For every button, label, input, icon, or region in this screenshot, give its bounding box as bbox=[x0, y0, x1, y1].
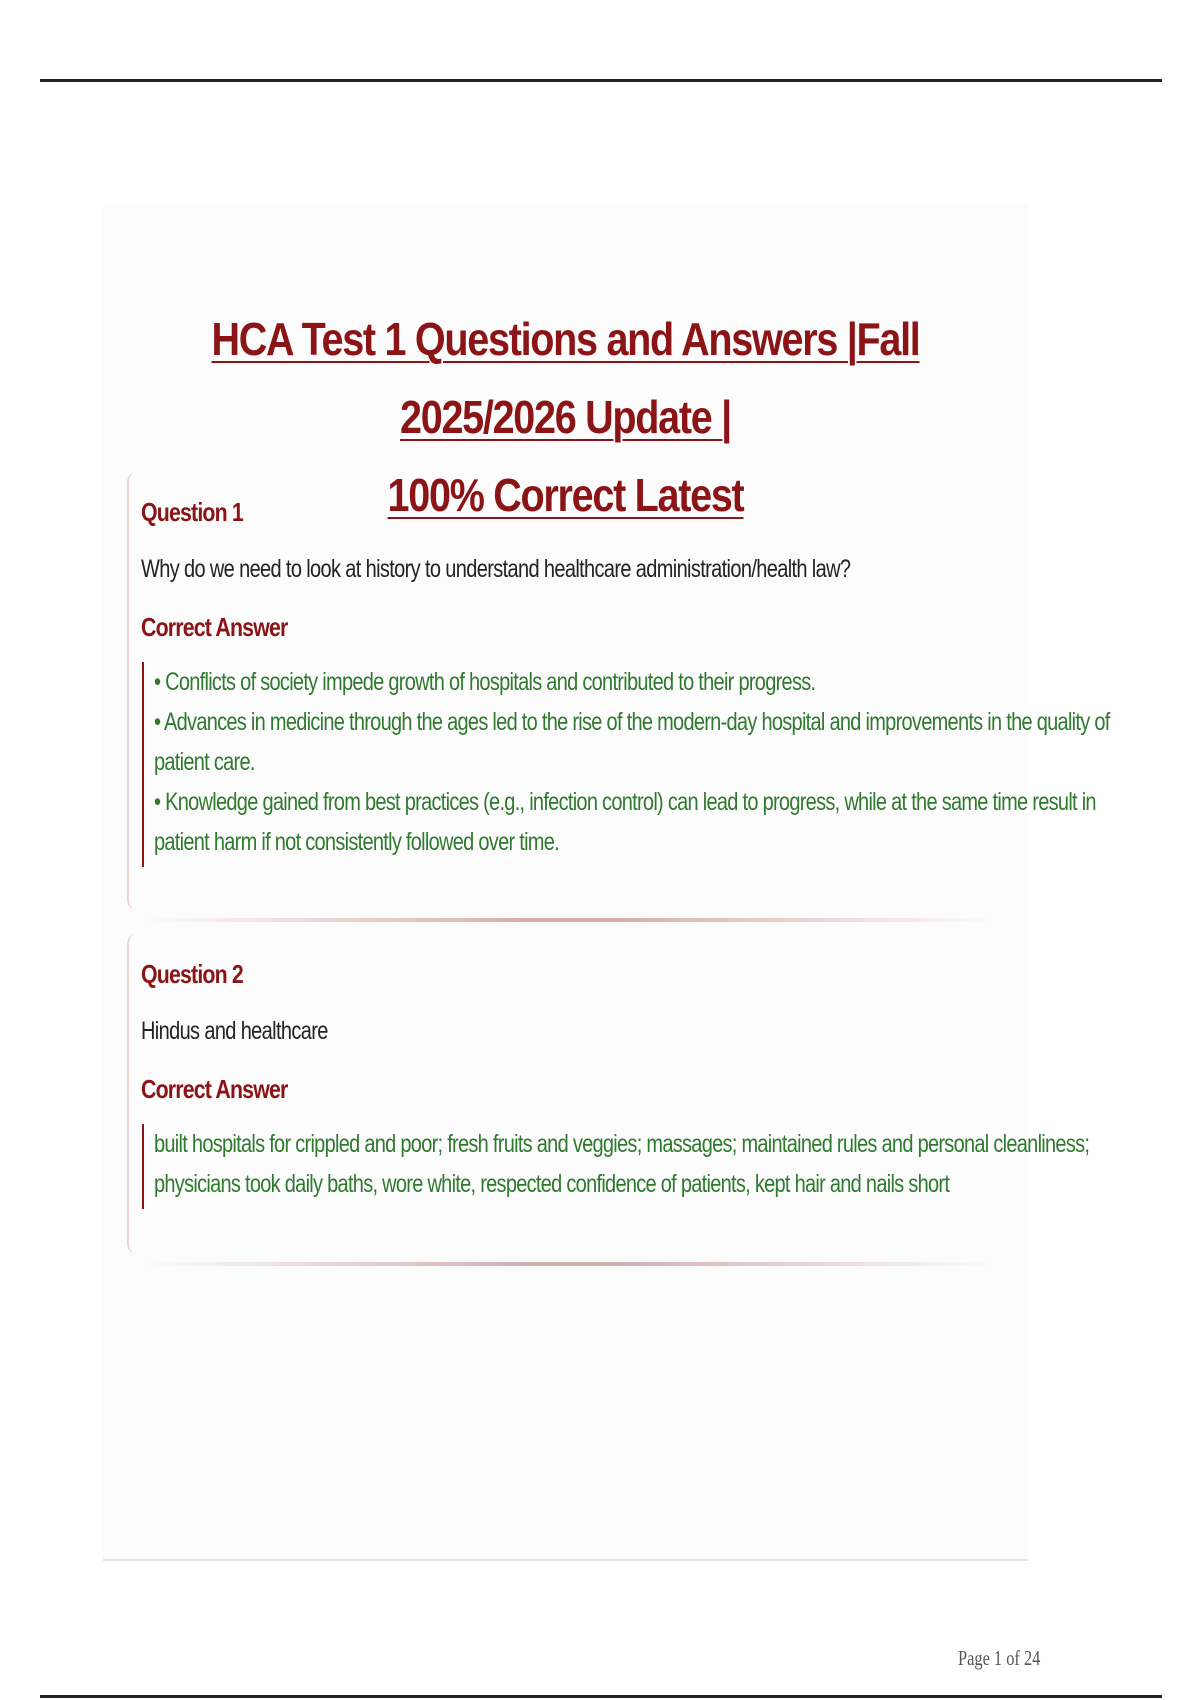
title-line-2: 100% Correct Latest bbox=[387, 469, 744, 521]
question-label: Question 2 bbox=[141, 959, 243, 989]
answer-block bbox=[142, 662, 1200, 867]
answer-line: patient care. bbox=[154, 748, 255, 776]
question-text: Hindus and healthcare bbox=[141, 1017, 328, 1045]
answer-line: physicians took daily baths, wore white, respected confidence of patients, kept hair and nails short bbox=[154, 1170, 950, 1198]
answer-line: patient harm if not consistently followed over time. bbox=[154, 828, 559, 856]
question-text: Why do we need to look at history to understand healthcare administration/health law? bbox=[141, 555, 851, 583]
title-line-1: HCA Test 1 Questions and Answers |Fall 2025/2026 Update | bbox=[211, 313, 920, 443]
top-rule bbox=[40, 79, 1162, 82]
page-number: Page 1 of 24 bbox=[958, 1646, 1041, 1670]
answer-line: built hospitals for crippled and poor; fresh fruits and veggies; massages; maintained rules and personal cleanliness; bbox=[154, 1130, 1090, 1158]
question-divider bbox=[140, 918, 1000, 922]
footer-rule bbox=[103, 1559, 1028, 1561]
answer-label: Correct Answer bbox=[141, 612, 288, 642]
question-label: Question 1 bbox=[141, 497, 243, 527]
question-divider bbox=[140, 1262, 1000, 1266]
answer-label: Correct Answer bbox=[141, 1074, 288, 1104]
question-card bbox=[127, 934, 1090, 1254]
bottom-rule bbox=[40, 1695, 1162, 1698]
question-card bbox=[127, 472, 1110, 910]
answer-line: • Conflicts of society impede growth of hospitals and contributed to their progress. bbox=[154, 668, 816, 696]
answer-block bbox=[142, 1124, 1200, 1209]
answer-line: • Advances in medicine through the ages led to the rise of the modern-day hospital and improvements in the quality of bbox=[154, 708, 1110, 736]
answer-line: • Knowledge gained from best practices (e.g., infection control) can lead to progress, while at the same time result in bbox=[154, 788, 1096, 816]
